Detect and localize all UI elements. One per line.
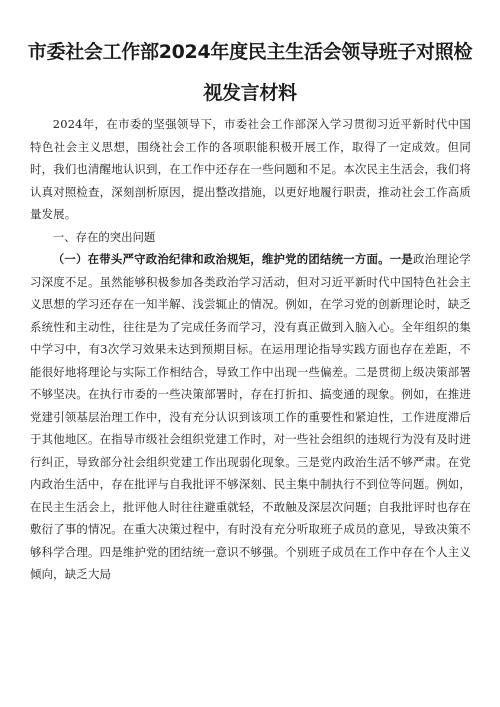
document-title-line-2: 视发言材料 (203, 82, 297, 104)
section-heading: 一、存在的突出问题 (52, 229, 156, 244)
item-heading: （一）在带头严守政治纪律和政治规矩，维护党的团结统一方面。一是 (52, 252, 413, 266)
document-title-line-1: 市委社会工作部2024年度民主生活会领导班子对照检 (27, 41, 473, 63)
item-text: 政治理论学习深度不足。虽然能够积极参加各类政治学习活动，但对习近平新时代中国特色社会主义思想的学习还存在一知半解、浅尝辄止的情况。例如，在学习党的创新理论时，缺乏系统性和主动性，往往是为了完成任务而学习，没有真正做到入脑入心。全年组织的集中学习中，有3次学习效果未达到预期目标。在运用理论指导实践方面也存在差距，不能很好地将理论与实际工作相结合，导致工作中出现一些偏差。二是贯彻上级决策部署不够坚决。在执行市委的一些决策部署时，存在打折扣、搞变通的现象。例如，在推进党建引领基层治理工作中，没有充分认识到该项工作的重要性和紧迫性，工作进度滞后于其他地区。在指导市级社会组织党建工作时，对一些社会组织的违规行为没有及时进行纠正，导致部分社会组织党建工作出现弱化现象。三是党内政治生活不够严肃。在党内政治生活中，存在批评与自我批评不够深刻、民主集中制执行不到位等问题。例如，在民主生活会上，批评他人时往往避重就轻，不敢触及深层次问题；自我批评时也存在敷衍了事的情况。在重大决策过程中，有时没有充分听取班子成员的意见，导致决策不够科学合理。四是维护党的团结统一意识不够强。个别班子成员在工作中存在个人主义倾向，缺乏大局 (30, 252, 471, 581)
item-paragraph (30, 248, 471, 586)
document-body (30, 113, 471, 586)
intro-paragraph: 2024年，在市委的坚强领导下，市委社会工作部深入学习贯彻习近平新时代中国特色社会主义思想，围绕社会工作的各项职能积极开展工作，取得了一定成效。但同时，我们也清醒地认识到，在工作中还存在一些问题和不足。本次民主生活会，我们将认真对照检查，深刻剖析原因，提出整改措施，以更好地履行职责，推动社会工作高质量发展。 (30, 117, 471, 221)
